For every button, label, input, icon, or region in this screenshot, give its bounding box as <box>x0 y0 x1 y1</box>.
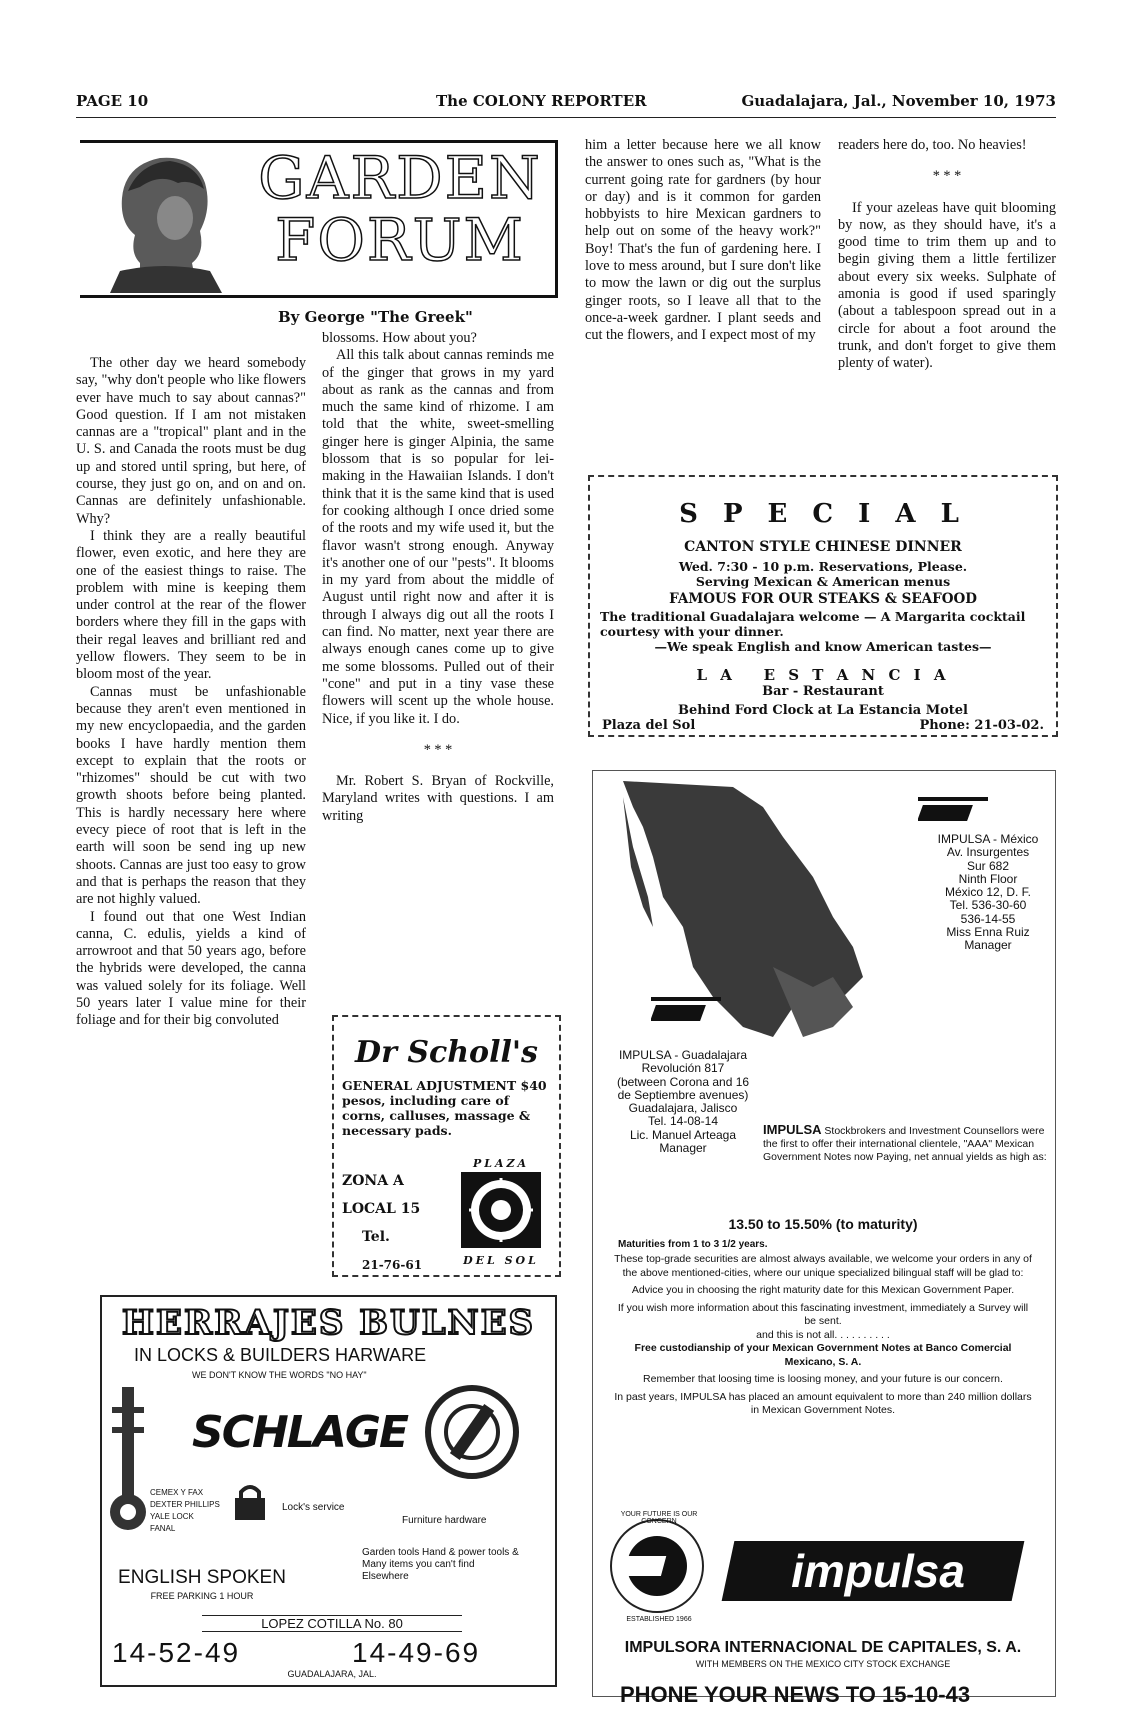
scholls-phone: 21-76-61 <box>362 1258 423 1272</box>
page-number: PAGE 10 <box>76 92 149 110</box>
schlage-brand: SCHLAGE <box>192 1407 408 1458</box>
logo-top-text: PLAZA <box>472 1157 530 1170</box>
article-column-3 <box>585 137 821 345</box>
plaza-del-sol-logo <box>452 1157 550 1267</box>
ad-line: FAMOUS FOR OUR STEAKS & SEAFOOD <box>669 591 977 607</box>
herrajes-tagline: WE DON'T KNOW THE WORDS "NO HAY" <box>192 1370 367 1380</box>
dr-scholls-ad <box>332 1015 561 1277</box>
herrajes-sub: IN LOCKS & BUILDERS HARWARE <box>134 1345 427 1365</box>
article-paragraph: blossoms. How about you? <box>322 330 477 346</box>
logo-bottom-text: DEL SOL <box>463 1254 539 1267</box>
impulsa-intro-text: Stockbrokers and Investment Counsellors were the first to offer their international clientele, "AAA" Mexican Government Notes now Paying, net annual yields as high as: <box>763 1125 1047 1163</box>
herrajes-phone-1: 14-52-49 <box>112 1637 241 1668</box>
article-paragraph: him a letter because here we all know the answer to ones such as, "What is the current going rate for gardners (by hour or day) and is it common for garden hobbyists to hire Mexican gardners to help out on some of the heavy work?" Boy! That's the fun of gardening here. I love to mess around, but I sure don't like to mow the lawn or dig out the surplus ginger roots, so I leave all that to the once-a-week gardner. I plant seeds and cut the flowers, and I expect most of my <box>585 137 821 344</box>
seal-top-text: YOUR FUTURE IS OUR CONCERN <box>620 1511 698 1525</box>
article-paragraph: readers here do, too. No heavies! <box>838 137 1027 153</box>
phone-your-news: PHONE YOUR NEWS TO 15-10-43 <box>620 1682 971 1707</box>
english-spoken: ENGLISH SPOKEN <box>118 1567 286 1588</box>
impulsa-paragraph: These top-grade securities are almost always available, we welcome your orders in any of the above mentioned-cities, where our unique specialized bilingual staff will be glad to: <box>614 1253 1032 1279</box>
special-dinner-ad <box>588 475 1058 737</box>
ad-line: The traditional Guadalajara welcome — A Margarita cocktail courtesy with your dinner. <box>600 609 1026 639</box>
page-header <box>76 92 1056 114</box>
herrajes-address: LOPEZ COTILLA No. 80 <box>202 1615 462 1632</box>
zona: ZONA A <box>342 1173 404 1189</box>
sun-icon <box>456 1170 546 1250</box>
impulsa-small-logo-2 <box>651 991 721 1026</box>
impulsa-rate: 13.50 to 15.50% (to maturity) <box>728 1216 918 1232</box>
herrajes-phone-2: 14-49-69 <box>352 1637 481 1668</box>
impulsa-small-logo <box>918 791 988 826</box>
article-paragraph: I found out that one West Indian canna, C. edulis, yields a kind of arrowroot and that 50 years ago, before the hybrids were developed, the canna was valued solely for its foliage. Well 50 years later I value mine for their foliage and for their big convoluted <box>76 908 306 1029</box>
dateline: Guadalajara, Jal., November 10, 1973 <box>741 92 1056 110</box>
greek-bust-image <box>80 143 255 295</box>
article-paragraph: I think they are a really beautiful flower, even exotic, and here they are one of the easiest things to raise. The problem with mine is keeping them under control at the rear of the flower borders where they fill in the gaps with their regal leaves and brilliant red and yellow flowers. They seem to be in bloom most of the year. <box>76 527 306 683</box>
impulsa-maturities: Maturities from 1 to 3 1/2 years. <box>618 1239 768 1250</box>
furniture-hardware: Furniture hardware <box>402 1515 487 1526</box>
garden-forum-title <box>250 144 550 274</box>
article-paragraph: All this talk about cannas reminds me of the ginger that grows in my yard about as rank as the cannas and from much the same kind of rhizome. I am told that the white, sweet-smelling ginger here is ginger Alpinia, the same blossom that is so popular for lei-making in the Hawaiian Islands. I don't think that it is the same kind that is used for cooking although I once dried some of the roots and my wife used it, but the flavor wasn't strong enough. Anyway it's another one of our "pests". It blooms in my yard from about the middle of August until right now and after it is through I always dig out all the roots I can find. No matter, next year there are always enough canes come up to give me some blossoms. Pulled out of their "cone" and put in a tiny vase these flowers will scent up the whole house. Nice, if you like it. I do. <box>322 347 554 727</box>
impulsa-ad <box>592 770 1056 1697</box>
article-paragraph: Cannas must be unfashionable because they aren't even mentioned in my new encyclopaedia, and the garden books I have hardly mention them except to explain that the roots or "rhizomes" should be cut with two growth shoots before being planted. This is hardly necessary here where evecy piece of root that is left in the earth will soon be send ing up new shoots. Cannas are just too easy to grow and that is perhaps the reason that they are not highly valued. <box>76 683 306 908</box>
impulsa-body <box>613 1253 1033 1418</box>
impulsa-members: WITH MEMBERS ON THE MEXICO CITY STOCK EXCHANGE <box>695 1659 951 1669</box>
impulsa-paragraph: Advice you in choosing the right maturity date for this Mexican Government Paper. <box>631 1284 1015 1296</box>
article-column-4 <box>838 137 1056 373</box>
plaza-name: Plaza del Sol <box>602 718 696 733</box>
impulsa-guadalajara-address: IMPULSA - Guadalajara Revolución 817 (between Corona and 16 de Septiembre avenues) Guadalajara, Jalisco Tel. 14-08-14 Lic. Manuel Arteaga Manager <box>616 1048 750 1156</box>
tel-label: Tel. <box>362 1229 390 1245</box>
impulsa-mexico-address: IMPULSA - México Av. Insurgentes Sur 682 Ninth Floor México 12, D. F. Tel. 536-30-60 536-14-55 Miss Enna Ruiz Manager <box>937 832 1039 953</box>
herrajes-city: GUADALAJARA, JAL. <box>287 1669 377 1679</box>
article-paragraph: Mr. Robert S. Bryan of Rockville, Maryland writes with questions. I am writing <box>322 773 554 824</box>
ad-line: —We speak English and know American tastes— <box>654 639 992 654</box>
newspaper-name: The COLONY REPORTER <box>436 92 647 110</box>
restaurant-phone: Phone: 21-03-02. <box>919 718 1044 733</box>
impulsa-company: IMPULSORA INTERNACIONAL DE CAPITALES, S. A. <box>624 1639 1022 1656</box>
padlock-icon <box>230 1482 270 1522</box>
title-line-garden: GARDEN <box>258 144 542 212</box>
lock-cylinder-icon <box>412 1377 532 1487</box>
impulsa-paragraph: If you wish more information about this fascinating investment, immediately a Survey will be sent. <box>617 1301 1029 1327</box>
scholls-text: GENERAL ADJUSTMENT $40 pesos, including care of corns, calluses, massage & necessary pads. <box>342 1078 547 1138</box>
article-paragraph: If your azeleas have quit blooming by now, as they should have, it's a good time to trim them up and to begin giving them a little fertilizer about every six weeks. Sulphate of amonia is good if used sparingly (about a tablespoon spread out in a circle for about a foot around the trunk, and don't forget to give them plenty of water). <box>838 199 1056 372</box>
restaurant-sub: Bar - Restaurant <box>762 684 884 699</box>
impulsa-intro <box>763 1123 1048 1164</box>
section-separator: * * * <box>423 741 453 758</box>
article-column-1 <box>76 355 306 1030</box>
impulsa-intro-brand: IMPULSA <box>763 1122 822 1137</box>
title-line-forum: FORUM <box>275 206 525 274</box>
byline: By George "The Greek" <box>278 308 473 326</box>
scholls-location <box>342 1167 422 1279</box>
herrajes-title: HERRAJES BULNES <box>121 1303 536 1343</box>
garden-tools-text: Garden tools Hand & power tools & Many items you can't find Elsewhere <box>362 1547 519 1582</box>
header-rule <box>76 117 1056 118</box>
article-paragraph: The other day we heard somebody say, "why don't people who like flowers ever have much to say about cannas?" Good question. If I am not mistaken cannas are a "tropical" plant and in the U. S. and Canada the roots must be dug up and stored until spring, but here, of course, they just go on, and on and on. Cannas are definitely unfashionable. Why? <box>76 355 306 527</box>
restaurant-name: L A E S T A N C I A <box>696 666 950 684</box>
scholls-brand: Dr Scholl's <box>355 1035 538 1070</box>
article-column-2 <box>322 330 554 825</box>
herrajes-bulnes-ad <box>100 1295 557 1687</box>
impulsa-paragraph: Remember that loosing time is loosing money, and your future is our concern. <box>643 1373 1003 1385</box>
garden-forum-banner <box>80 140 558 298</box>
local: LOCAL 15 <box>342 1201 421 1217</box>
impulsa-paragraph: Free custodianship of your Mexican Government Notes at Banco Comercial Mexicano, S. A. <box>634 1342 1012 1368</box>
ad-line: Serving Mexican & American menus <box>695 574 951 589</box>
restaurant-contact <box>590 718 1056 733</box>
lock-brands: CEMEX Y FAX DEXTER PHILLIPS YALE LOCK FANAL <box>150 1488 220 1533</box>
restaurant-location: Behind Ford Clock at La Estancia Motel <box>677 703 968 718</box>
locks-service: Lock's service <box>282 1502 345 1513</box>
ad-title: S P E C I A L <box>679 499 967 529</box>
key-icon <box>108 1387 148 1537</box>
ad-line: Wed. 7:30 - 10 p.m. Reservations, Please. <box>678 559 968 574</box>
impulsa-paragraph: In past years, IMPULSA has placed an amount equivalent to more than 240 million dollars in Mexican Government Notes. <box>614 1390 1032 1416</box>
section-separator: * * * <box>932 168 962 185</box>
free-parking: FREE PARKING 1 HOUR <box>150 1591 254 1601</box>
impulsa-paragraph: and this is not all. . . . . . . . . . <box>756 1328 890 1341</box>
ad-line: CANTON STYLE CHINESE DINNER <box>684 539 962 555</box>
established-seal <box>607 1516 707 1616</box>
seal-bottom-text: ESTABLISHED 1966 <box>626 1616 692 1623</box>
impulsa-logo: impulsa <box>791 1545 965 1597</box>
